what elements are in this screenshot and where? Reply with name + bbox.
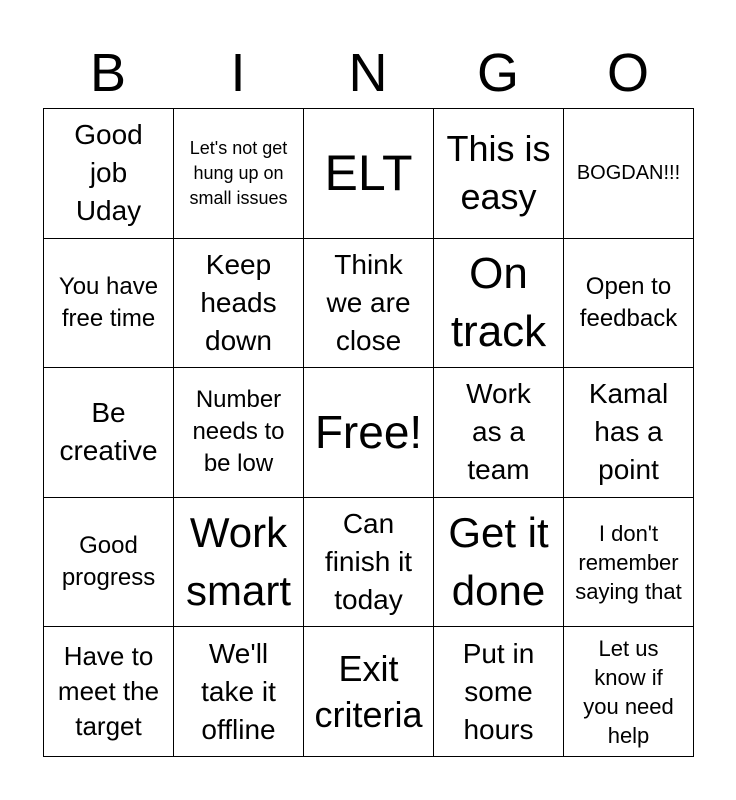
cell-text: Get it done [448, 509, 549, 615]
bingo-cell[interactable] [434, 109, 564, 239]
bingo-cell[interactable] [564, 498, 694, 628]
cell-text: Number needs to be low [192, 386, 285, 478]
bingo-cell[interactable] [174, 498, 304, 628]
cell-text: Exit criteria [314, 647, 423, 735]
header-letter-g: G [476, 43, 519, 103]
header-letter-o: O [606, 43, 649, 103]
cell-text: Think we are close [326, 248, 411, 356]
bingo-cell[interactable] [304, 627, 434, 757]
bingo-cell[interactable] [564, 239, 694, 369]
cell-text: We'll take it offline [201, 637, 276, 745]
bingo-cell[interactable] [564, 109, 694, 239]
bingo-cell[interactable] [174, 109, 304, 239]
bingo-cell[interactable] [434, 368, 564, 498]
bingo-cell[interactable] [44, 627, 174, 757]
header-letter-i: I [230, 43, 246, 103]
bingo-cell[interactable] [434, 498, 564, 628]
bingo-cell[interactable] [174, 627, 304, 757]
cell-text: Have to meet the target [57, 641, 160, 742]
bingo-header [43, 38, 693, 108]
bingo-cell[interactable] [44, 368, 174, 498]
bingo-cell[interactable] [564, 627, 694, 757]
cell-text: ELT [324, 145, 413, 202]
bingo-cell[interactable] [44, 498, 174, 628]
bingo-cell[interactable] [44, 239, 174, 369]
bingo-cell[interactable] [304, 239, 434, 369]
cell-text: Put in some hours [462, 637, 535, 745]
bingo-cell[interactable] [564, 368, 694, 498]
cell-text: I don't remember saying that [575, 520, 682, 604]
bingo-cell[interactable] [174, 239, 304, 369]
cell-text: You have free time [58, 272, 159, 332]
cell-text: Kamal has a point [588, 378, 669, 486]
bingo-cell[interactable] [434, 239, 564, 369]
cell-text: Good progress [61, 532, 156, 592]
cell-text: Let us know if you need help [583, 635, 674, 748]
bingo-cell[interactable] [174, 368, 304, 498]
bingo-cell[interactable] [304, 498, 434, 628]
cell-text: Be creative [59, 397, 158, 467]
cell-text: Can finish it today [324, 508, 413, 616]
cell-text: Let's not get hung up on small issues [189, 137, 288, 208]
bingo-board [43, 108, 694, 757]
free-space-cell[interactable] [304, 368, 434, 498]
header-letter-b: B [89, 43, 127, 103]
cell-text: Work as a team [466, 378, 531, 486]
cell-text: Keep heads down [200, 248, 277, 356]
cell-text: Free! [314, 406, 423, 459]
header-letter-n: N [348, 43, 388, 103]
cell-text: This is easy [446, 128, 551, 218]
bingo-cell[interactable] [304, 109, 434, 239]
cell-text: Good job Uday [74, 119, 143, 227]
cell-text: On track [450, 248, 547, 356]
bingo-cell[interactable] [44, 109, 174, 239]
cell-text: BOGDAN!!! [576, 161, 681, 184]
bingo-cell[interactable] [434, 627, 564, 757]
cell-text: Work smart [186, 509, 291, 615]
cell-text: Open to feedback [579, 272, 678, 332]
